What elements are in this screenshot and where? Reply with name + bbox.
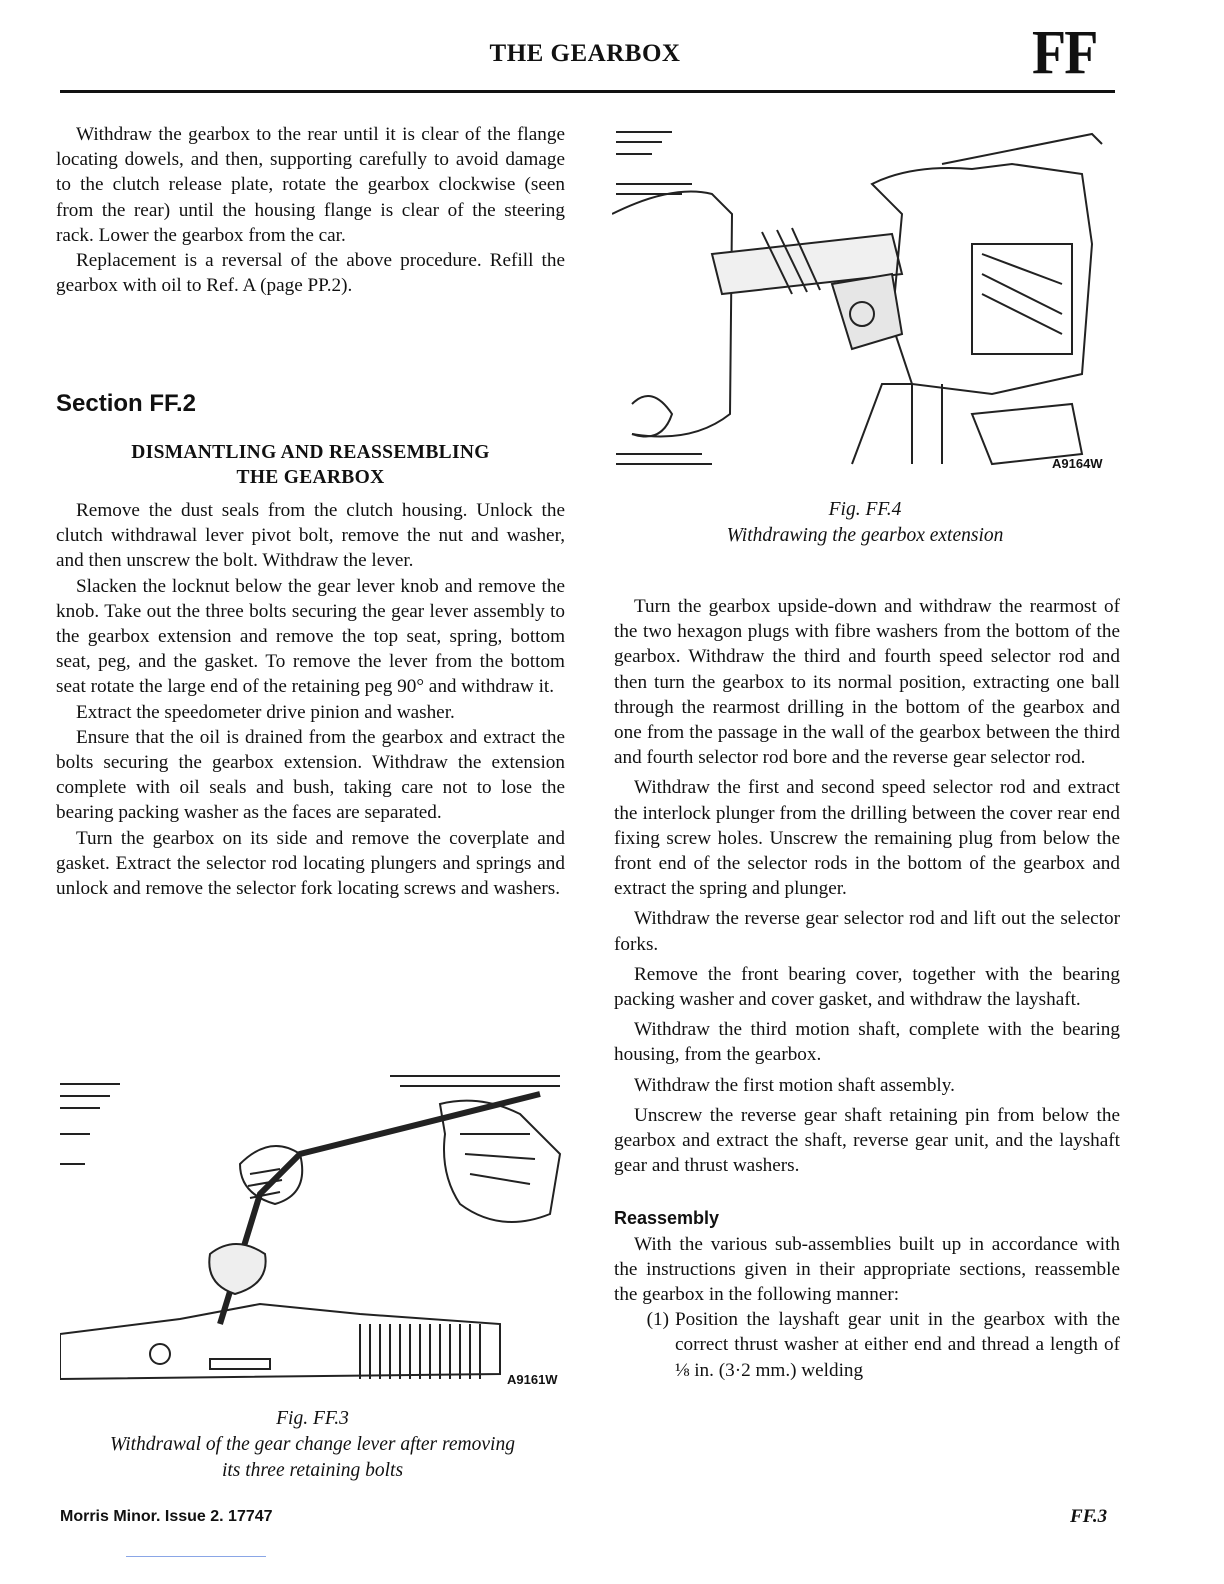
gear-lever-drawing: [60, 1074, 565, 1394]
figure-caption-text: Withdrawing the gearbox extension: [726, 525, 1004, 546]
section-heading: Section FF.2: [56, 390, 197, 417]
figure-caption-text: Withdrawal of the gear change lever after removing: [110, 1434, 515, 1455]
paragraph: Remove the front bearing cover, together with the bearing packing washer and cover gasket, and withdraw the layshaft.: [614, 963, 1120, 1011]
section-code: FF: [1032, 19, 1097, 87]
gearbox-extension-drawing: [612, 124, 1112, 476]
figure-ref-label: A9164W: [1052, 456, 1103, 471]
dismantling-text: [56, 498, 565, 901]
figure-caption: [60, 1406, 565, 1484]
header-divider: [60, 90, 1115, 93]
paragraph: Extract the speedometer drive pinion and washer.: [76, 701, 455, 723]
paragraph: Withdraw the gearbox to the rear until it is clear of the flange locating dowels, and then, supporting carefully to avoid damage to the clutch release plate, rotate the gearbox clockwise (seen from the rear) until the housing flange is clear of the steering rack. Lower the gearbox from the car.: [56, 124, 565, 246]
paragraph: Withdraw the first and second speed selector rod and extract the interlock plunger from the drilling between the cover rear end fixing screw holes. Unscrew the remaining plug from below the front end of the selector rods in the bottom of the gearbox and extract the spring and plunger.: [614, 777, 1120, 900]
figure-caption-text: its three retaining bolts: [221, 1460, 404, 1481]
figure-caption: [612, 497, 1118, 549]
intro-text: [56, 122, 565, 298]
list-item: [614, 1307, 1120, 1383]
footer-mark: [126, 1556, 266, 1557]
paragraph: Turn the gearbox on its side and remove the coverplate and gasket. Extract the selector rod locating plungers and springs and unlock and remove the selector fork locating screws and washers.: [56, 827, 565, 900]
paragraph: Remove the dust seals from the clutch housing. Unlock the clutch withdrawal lever pivot bolt, remove the nut and washer, and then unscrew the bolt. Withdraw the lever.: [56, 500, 565, 572]
gearbox-extension-illustration: [612, 124, 1112, 476]
right-column-text: [614, 594, 1120, 1383]
reassembly-heading: Reassembly: [614, 1208, 720, 1229]
list-number: (1): [646, 1309, 669, 1331]
figure-label: Fig. FF.3: [276, 1408, 349, 1429]
footer-publication: Morris Minor. Issue 2. 17747: [60, 1508, 273, 1525]
sub-heading-line: DISMANTLING AND REASSEMBLING: [131, 442, 490, 463]
sub-heading: [56, 440, 565, 490]
figure-ref-label: A9161W: [507, 1372, 558, 1387]
paragraph: Unscrew the reverse gear shaft retaining pin from below the gearbox and extract the shaft, reverse gear unit, and the layshaft gear and thrust washers.: [614, 1104, 1120, 1177]
sub-heading-line: THE GEARBOX: [236, 467, 385, 488]
page-title: THE GEARBOX: [489, 40, 681, 67]
paragraph: Ensure that the oil is drained from the gearbox and extract the bolts securing the gearbox extension. Withdraw the extension complete with oil seals and bush, taking care not to lose the bearing packing washer as the faces are separated.: [56, 726, 565, 824]
footer-page-number: FF.3: [1070, 1506, 1108, 1527]
paragraph: Withdraw the first motion shaft assembly.: [634, 1074, 955, 1096]
paragraph: Turn the gearbox upside-down and withdraw the rearmost of the two hexagon plugs with fibre washers from the bottom of the gearbox. Withdraw the third and fourth speed selector rod and then turn the gearbox to its normal position, extracting one ball through the rearmost drilling in the bottom of the gearbox and one from the passage in the wall of the gearbox between the third and fourth selector rod bore and the reverse gear selector rod.: [614, 596, 1120, 769]
paragraph: Withdraw the third motion shaft, complete with the bearing housing, from the gearbox.: [614, 1019, 1120, 1066]
paragraph: Withdraw the reverse gear selector rod and lift out the selector forks.: [614, 908, 1120, 955]
gear-lever-illustration: [60, 1074, 565, 1394]
paragraph: With the various sub-assemblies built up in accordance with the instructions given in their appropriate sections, reassemble the gearbox in the following manner:: [614, 1233, 1120, 1306]
paragraph: Replacement is a reversal of the above procedure. Refill the gearbox with oil to Ref. A (page PP.2).: [56, 250, 565, 297]
paragraph: Slacken the locknut below the gear lever knob and remove the knob. Take out the three bolts securing the gear lever assembly to the gearbox extension and remove the top seat, spring, bottom seat, peg, and the gasket. To remove the lever from the bottom seat rotate the large end of the retaining peg 90° and withdraw it.: [56, 575, 565, 698]
figure-label: Fig. FF.4: [828, 499, 902, 520]
list-text: Position the layshaft gear unit in the gearbox with the correct thrust washer at either end and thread a length of ⅛ in. (3·2 mm.) welding: [675, 1309, 1120, 1381]
